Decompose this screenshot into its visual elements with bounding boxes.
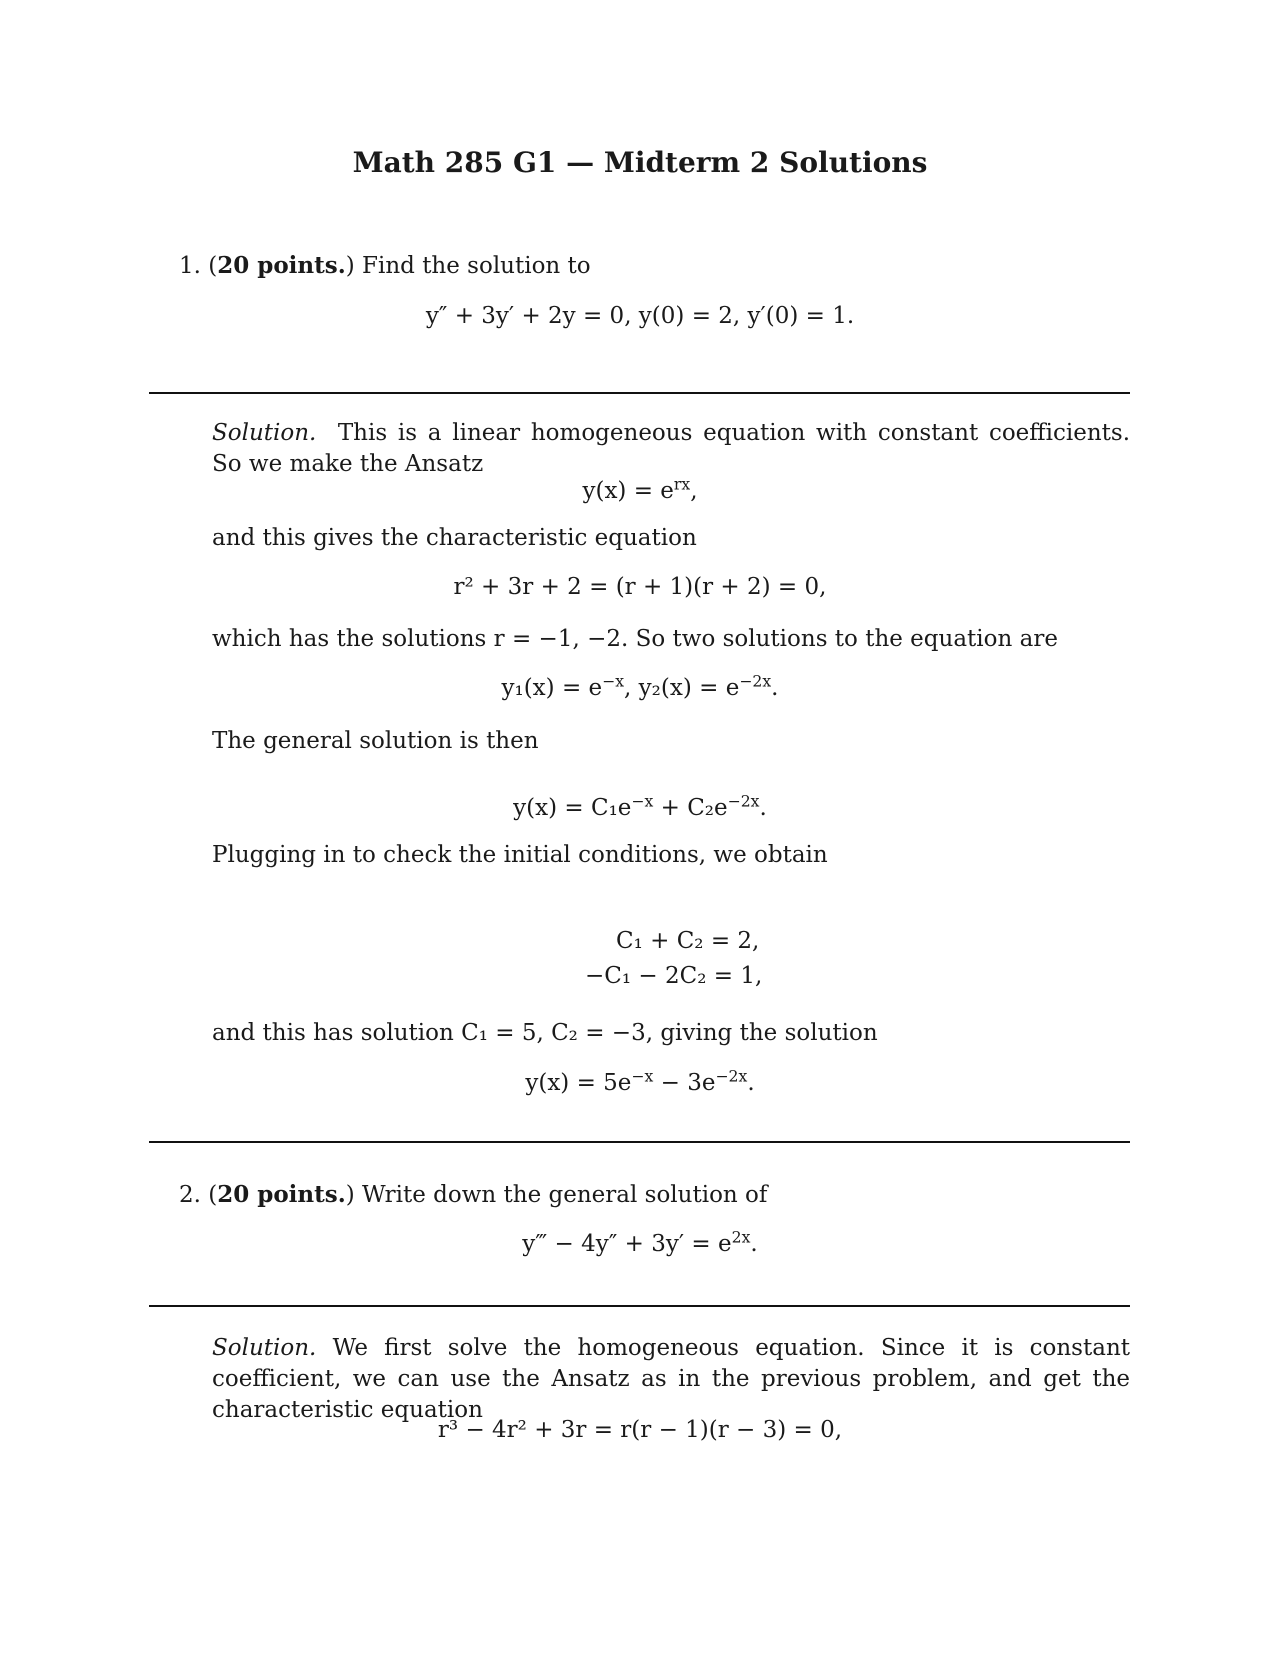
- problem-1-prompt: Find the solution to: [362, 253, 591, 279]
- roots-text: which has the solutions r = −1, −2. So two solutions to the equation are: [212, 626, 1058, 652]
- problem-2-prompt: Write down the general solution of: [362, 1182, 768, 1208]
- char-equation: r² + 3r + 2 = (r + 1)(r + 2) = 0,: [453, 574, 827, 600]
- divider: [149, 392, 1130, 394]
- char-equation-2: r³ − 4r² + 3r = r(r − 1)(r − 3) = 0,: [437, 1417, 843, 1443]
- solution-2-intro-text: We first solve the homogeneous equation. Since it is constant coefficient, we can use the Ansatz as in the previous problem, and get the characteristic equation: [212, 1335, 1130, 1423]
- initial-conditions-text: Plugging in to check the initial conditions, we obtain: [212, 842, 828, 868]
- system-line-1: C₁ + C₂ = 2,: [616, 928, 760, 954]
- final-solution: $y(x) = 5e^{-x} - 3e^{-2x}$.: [525, 1066, 755, 1096]
- basis-solutions: $y_1(x) = e^{-x}$, $y_2(x) = e^{-2x}$.: [501, 671, 779, 701]
- general-solution-equation: $y(x) = C_1e^{-x} + C_2e^{-2x}$.: [513, 791, 767, 821]
- problem-1-points: 20 points.: [217, 252, 346, 279]
- page-title: Math 285 G1 — Midterm 2 Solutions: [352, 146, 928, 179]
- problem-2-number: 2.: [179, 1182, 201, 1208]
- divider: [149, 1141, 1130, 1143]
- system-line-2: −C₁ − 2C₂ = 1,: [585, 963, 763, 989]
- solution-2-intro: [212, 1333, 1130, 1426]
- problem-1-statement: 1. (20 points.) Find the solution to: [179, 252, 591, 279]
- problem-2-statement: 2. (20 points.) Write down the general solution of: [179, 1181, 768, 1208]
- general-solution-text: The general solution is then: [212, 728, 539, 754]
- problem-1-equation: y″ + 3y′ + 2y = 0, y(0) = 2, y′(0) = 1.: [425, 303, 855, 329]
- problem-1-number: 1.: [179, 253, 201, 279]
- solution-1-label: Solution.: [212, 420, 317, 446]
- problem-2-equation: y‴ − $4y'' + 3y' = e^{2x}$.: [522, 1227, 758, 1257]
- ansatz-equation: $y(x) = e^{rx}$,: [582, 474, 698, 504]
- solution-1-intro-text: This is a linear homogeneous equation with constant coefficients. So we make the Ansatz: [212, 420, 1131, 477]
- char-eq-intro: and this gives the characteristic equation: [212, 525, 697, 551]
- problem-2-points: 20 points.: [217, 1181, 346, 1208]
- solution-2-label: Solution.: [212, 1335, 317, 1361]
- divider: [149, 1305, 1130, 1307]
- solution-1-intro: [212, 418, 1130, 480]
- result-text: and this has solution C₁ = 5, C₂ = −3, giving the solution: [212, 1020, 878, 1046]
